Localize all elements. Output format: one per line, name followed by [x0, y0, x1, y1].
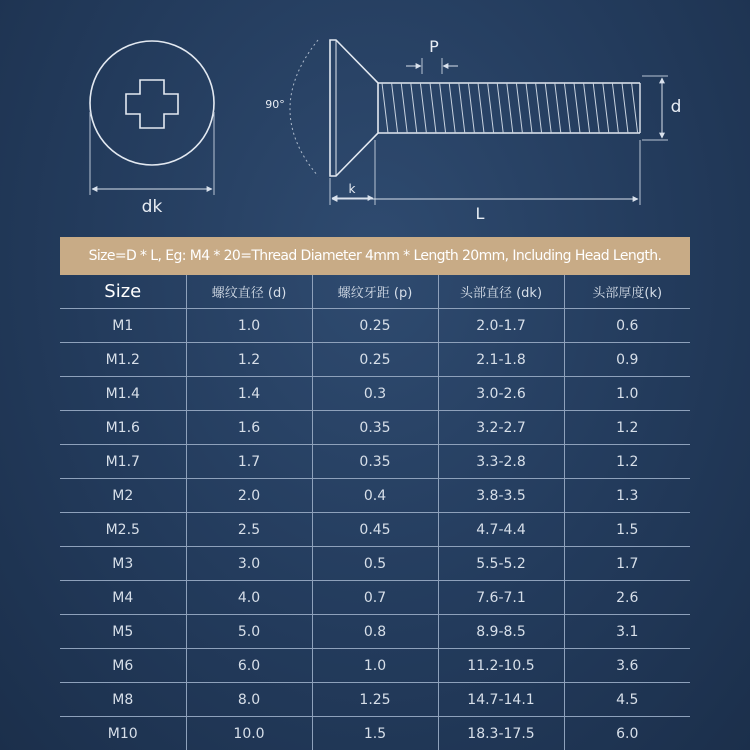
thread-line: [392, 83, 398, 133]
header-size: Size: [60, 275, 186, 309]
cell-thread-pitch: 0.35: [312, 445, 438, 479]
cell-size: M2.5: [60, 513, 186, 547]
thread-line: [411, 83, 417, 133]
cell-thread-pitch: 1.0: [312, 649, 438, 683]
cell-head-thickness: 4.5: [564, 683, 690, 717]
thread-line: [401, 83, 407, 133]
cell-thread-diameter: 5.0: [186, 615, 312, 649]
cell-thread-diameter: 2.5: [186, 513, 312, 547]
head-height-label: k: [348, 182, 356, 196]
cell-thread-pitch: 0.35: [312, 411, 438, 445]
table-row: [60, 343, 690, 377]
cell-size: M5: [60, 615, 186, 649]
cell-size: M2: [60, 479, 186, 513]
table-row: [60, 445, 690, 479]
thread-line: [526, 83, 532, 133]
header-head-thickness: 头部厚度(k): [564, 275, 690, 309]
phillips-cross-icon: [126, 80, 178, 128]
dk-label: dk: [141, 197, 163, 217]
cell-thread-pitch: 0.25: [312, 343, 438, 377]
cell-head-thickness: 1.2: [564, 411, 690, 445]
cell-head-diameter: 2.0-1.7: [438, 309, 564, 343]
cell-thread-diameter: 1.4: [186, 377, 312, 411]
cell-head-diameter: 18.3-17.5: [438, 717, 564, 750]
cell-size: M10: [107, 725, 138, 742]
thread-lines: [382, 83, 638, 133]
cell-head-diameter: 2.1-1.8: [438, 343, 564, 377]
thread-line: [488, 83, 494, 133]
thread-line: [497, 83, 503, 133]
thread-line: [603, 83, 609, 133]
cell-thread-diameter: 1.0: [186, 309, 312, 343]
cell-thread-diameter: 2.0: [186, 479, 312, 513]
header-thread-pitch: 螺纹牙距 (p): [312, 275, 438, 309]
cell-thread-diameter: 6.0: [186, 649, 312, 683]
cell-head-thickness: 3.1: [564, 615, 690, 649]
thread-line: [632, 83, 638, 133]
cell-head-thickness: 1.3: [564, 479, 690, 513]
cell-thread-pitch: 0.45: [312, 513, 438, 547]
screw-diagram: [0, 0, 750, 237]
table-row: [60, 683, 690, 717]
thread-line: [516, 83, 522, 133]
thread-line: [622, 83, 628, 133]
header-thread-diameter: 螺纹直径 (d): [186, 275, 312, 309]
cell-head-thickness: 1.5: [564, 513, 690, 547]
cell-head-thickness: 0.6: [564, 309, 690, 343]
cell-head-diameter: 5.5-5.2: [438, 547, 564, 581]
cell-head-diameter: 3.2-2.7: [438, 411, 564, 445]
cell-thread-pitch: 0.25: [312, 309, 438, 343]
thread-line: [468, 83, 474, 133]
table-row: [60, 377, 690, 411]
thread-line: [612, 83, 618, 133]
thread-line: [574, 83, 580, 133]
table-row: [60, 581, 690, 615]
length-label: L: [475, 204, 485, 223]
pitch-label: P: [429, 37, 439, 56]
cell-head-diameter: 11.2-10.5: [438, 649, 564, 683]
angle-label: 90°: [265, 98, 285, 111]
table-row: [60, 615, 690, 649]
cell-head-diameter: 3.0-2.6: [438, 377, 564, 411]
cell-size: M1.4: [60, 377, 186, 411]
cell-thread-diameter: 3.0: [186, 547, 312, 581]
cell-size: M1.6: [60, 411, 186, 445]
cell-size: M4: [60, 581, 186, 615]
cell-thread-diameter: 10.0: [186, 717, 312, 750]
thread-line: [430, 83, 436, 133]
screw-side-view: [265, 37, 681, 223]
thread-line: [478, 83, 484, 133]
cell-size: M1: [60, 309, 186, 343]
cell-size: M6: [60, 649, 186, 683]
cell-head-thickness: 6.0: [564, 717, 690, 750]
cell-head-diameter: 4.7-4.4: [438, 513, 564, 547]
table-body: [60, 309, 690, 750]
thread-line: [545, 83, 551, 133]
thread-line: [507, 83, 513, 133]
cell-size: M1.2: [60, 343, 186, 377]
thread-line: [536, 83, 542, 133]
cell-size: M8: [60, 683, 186, 717]
cell-thread-diameter: 1.6: [186, 411, 312, 445]
cell-head-thickness: 1.7: [564, 547, 690, 581]
cell-head-diameter: 7.6-7.1: [438, 581, 564, 615]
cell-thread-diameter: 1.2: [186, 343, 312, 377]
cell-head-diameter: 8.9-8.5: [438, 615, 564, 649]
table-row: [60, 309, 690, 343]
thread-line: [449, 83, 455, 133]
table-row: [60, 547, 690, 581]
cell-thread-pitch: 0.8: [312, 615, 438, 649]
header-head-diameter: 头部直径 (dk): [438, 275, 564, 309]
cell-size: M3: [60, 547, 186, 581]
thread-line: [382, 83, 388, 133]
thread-line: [420, 83, 426, 133]
cell-head-thickness: 0.9: [564, 343, 690, 377]
cell-size: M1.7: [60, 445, 186, 479]
cell-head-thickness: 1.0: [564, 377, 690, 411]
cell-head-thickness: 2.6: [564, 581, 690, 615]
table-row: [60, 411, 690, 445]
thread-line: [564, 83, 570, 133]
thread-line: [584, 83, 590, 133]
thread-line: [459, 83, 465, 133]
table-row: [60, 513, 690, 547]
size-explanation-banner: Size=D * L, Eg: M4 * 20=Thread Diameter 4mm * Length 20mm, Including Head Length.: [60, 237, 690, 275]
cell-thread-pitch: 1.5: [312, 717, 438, 750]
cell-head-thickness: 1.2: [564, 445, 690, 479]
table-row: [60, 649, 690, 683]
spec-table: [60, 275, 690, 750]
table-row: [60, 479, 690, 513]
thread-line: [440, 83, 446, 133]
cell-thread-pitch: 0.3: [312, 377, 438, 411]
cell-thread-pitch: 1.25: [312, 683, 438, 717]
table-header-row: [60, 275, 690, 309]
cell-thread-pitch: 0.4: [312, 479, 438, 513]
cell-head-diameter: 3.3-2.8: [438, 445, 564, 479]
cell-thread-diameter: 1.7: [186, 445, 312, 479]
table-row: [60, 717, 690, 750]
diameter-label: d: [670, 97, 682, 117]
cell-thread-pitch: 0.5: [312, 547, 438, 581]
cell-head-diameter: 14.7-14.1: [438, 683, 564, 717]
cell-thread-diameter: 8.0: [186, 683, 312, 717]
cell-thread-pitch: 0.7: [312, 581, 438, 615]
cell-head-diameter: 3.8-3.5: [438, 479, 564, 513]
head-top-view: [90, 41, 214, 217]
thread-line: [555, 83, 561, 133]
thread-line: [593, 83, 599, 133]
cell-head-thickness: 3.6: [564, 649, 690, 683]
cell-thread-diameter: 4.0: [186, 581, 312, 615]
